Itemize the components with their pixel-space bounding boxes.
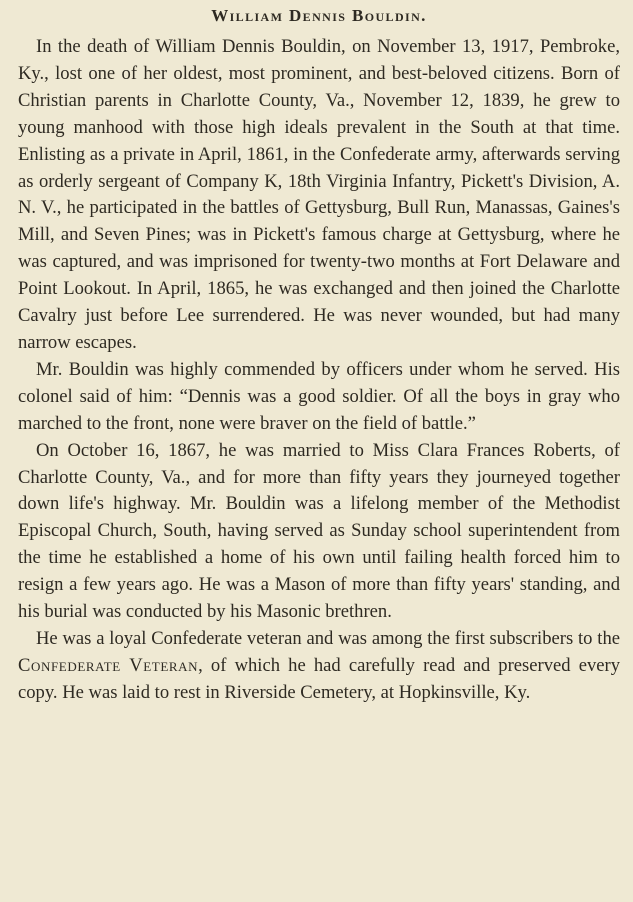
paragraph-marriage-and-church: On October 16, 1867, he was married to Miss Clara Frances Roberts, of Charlotte County, Va., and for more than fifty years they journeyed together down life's highway. Mr. Bouldin was a lifelong member of the Methodist Episcopal Church, South, having served as Sunday school superintendent from the time he established a home of his own until failing health forced him to resign a few years ago. He was a Mason of more than fifty years' standing, and his burial was conducted by his Masonic brethren. <box>18 439 620 623</box>
publication-name: Confederate Veteran <box>18 654 199 676</box>
paragraph-text-before: He was a loyal Confederate veteran and was among the first subscribers to the <box>36 627 620 649</box>
paragraph-text-after: , of which he had carefully read and preserved every copy. He was laid to rest in Riverside Cemetery, at Hopkinsville, Ky. <box>18 654 620 703</box>
paragraph-death-and-war-service: In the death of William Dennis Bouldin, on November 13, 1917, Pembroke, Ky., lost one of her oldest, most prominent, and best-beloved citizens. Born of Christian parents in Charlotte County, Va., November 12, 1839, he grew to young manhood with those high ideals prevalent in the South at that time. Enlisting as a private in April, 1861, in the Confederate army, afterwards serving as orderly sergeant of Company K, 18th Virginia Infantry, Pickett's Division, A. N. V., he participated in the battles of Gettysburg, Bull Run, Manassas, Gaines's Mill, and Seven Pines; was in Pickett's famous charge at Gettysburg, where he was captured, and was imprisoned for twenty-two months at Fort Delaware and Point Lookout. In April, 1865, he was exchanged and then joined the Charlotte Cavalry just before Lee surrendered. He was never wounded, but had many narrow escapes. <box>18 36 620 353</box>
paragraph-veteran-and-burial <box>18 626 620 707</box>
paragraph-commendation: Mr. Bouldin was highly commended by officers under whom he served. His colonel said of him: “Dennis was a good soldier. Of all the boys in gray who marched to the front, none were braver on the field of battle.” <box>18 358 620 434</box>
article-title: William Dennis Bouldin. <box>211 6 427 25</box>
